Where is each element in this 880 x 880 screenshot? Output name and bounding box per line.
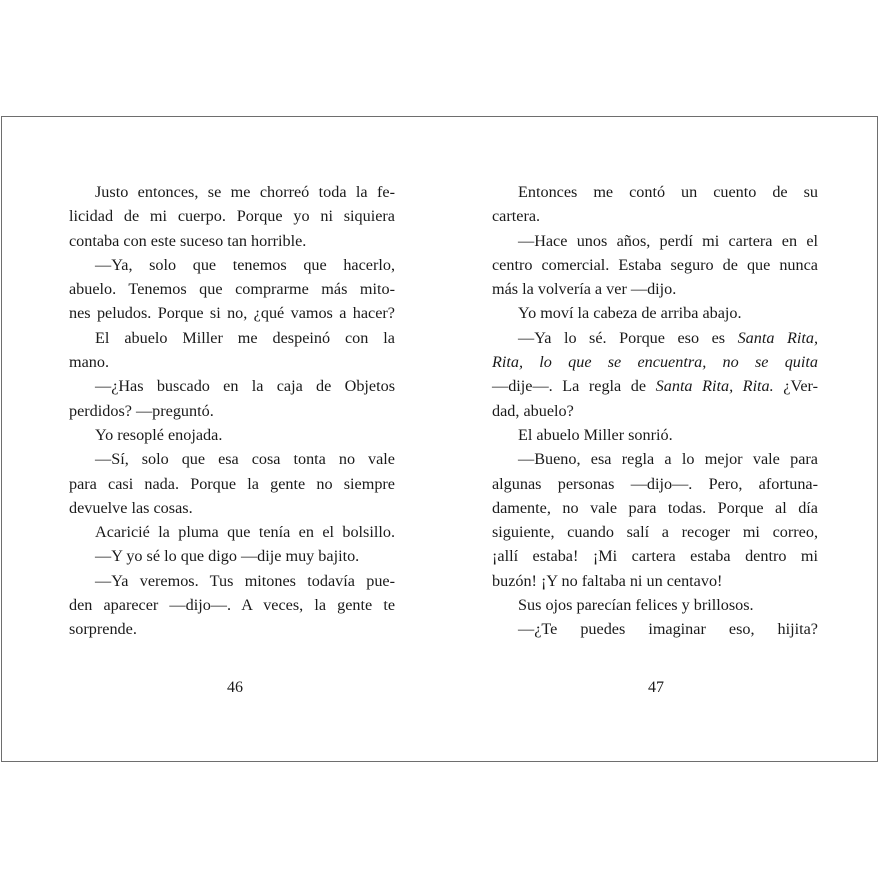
- page-number-right: 47: [648, 679, 664, 696]
- text-line: perdidos? —preguntó.: [69, 401, 214, 420]
- text-line: mano.: [69, 353, 110, 372]
- text-line: —Y yo sé lo que digo —dije muy bajito.: [95, 547, 360, 566]
- text-line: —Ya, solo que tenemos que hacerlo,: [95, 255, 395, 274]
- text-line: para casi nada. Porque la gente no siempre: [69, 474, 395, 493]
- page-number-left: 46: [227, 679, 243, 696]
- text-line: den aparecer —dijo—. A veces, la gente te: [69, 596, 395, 615]
- text-line: cartera.: [492, 207, 541, 226]
- text-line: —¿Has buscado en la caja de Objetos: [95, 377, 395, 396]
- text-line: damente, no vale para todas. Porque al día: [492, 498, 818, 517]
- right-page: [492, 180, 818, 642]
- text-line: Yo moví la cabeza de arriba abajo.: [518, 304, 742, 323]
- text-line: más la volvería a ver —dijo.: [492, 280, 677, 299]
- text-line: Sus ojos parecían felices y brillosos.: [518, 596, 754, 615]
- text-line: algunas personas —dijo—. Pero, afortuna-: [492, 474, 818, 493]
- text-line: Rita, lo que se encuentra, no se quita: [492, 353, 818, 372]
- text-line: —Ya lo sé. Porque eso es Santa Rita,: [518, 328, 818, 347]
- text-line: Justo entonces, se me chorreó toda la fe-: [95, 183, 395, 201]
- text-line: licidad de mi cuerpo. Porque yo ni siquiera: [69, 207, 395, 226]
- text-line: —Ya veremos. Tus mitones todavía pue-: [95, 571, 395, 590]
- text-line: contaba con este suceso tan horrible.: [69, 231, 307, 250]
- text-line: El abuelo Miller me despeinó con la: [95, 328, 395, 347]
- text-line: centro comercial. Estaba seguro de que nunca: [492, 255, 818, 274]
- text-line: —Sí, solo que esa cosa tonta no vale: [95, 450, 395, 469]
- text-line: —¿Te puedes imaginar eso, hijita?: [518, 620, 818, 639]
- text-line: sorprende.: [69, 620, 137, 639]
- text-line: —Bueno, esa regla a lo mejor vale para: [518, 450, 818, 469]
- text-line: abuelo. Tenemos que comprarme más mito-: [69, 280, 395, 299]
- text-line: devuelve las cosas.: [69, 498, 193, 517]
- text-line: Entonces me contó un cuento de su: [518, 183, 818, 201]
- text-line: siguiente, cuando salí a recoger mi correo,: [492, 523, 818, 542]
- left-page: [69, 180, 395, 642]
- text-line: —Hace unos años, perdí mi cartera en el: [518, 231, 818, 250]
- text-line: ¡allí estaba! ¡Mi cartera estaba dentro mi: [492, 547, 818, 566]
- text-line: —dije—. La regla de Santa Rita, Rita. ¿Ver-: [492, 377, 818, 396]
- text-line: Acaricié la pluma que tenía en el bolsillo.: [95, 523, 395, 542]
- text-line: dad, abuelo?: [492, 401, 574, 420]
- text-line: El abuelo Miller sonrió.: [518, 425, 673, 444]
- text-line: Yo resoplé enojada.: [95, 425, 223, 444]
- text-line: buzón! ¡Y no faltaba ni un centavo!: [492, 571, 723, 590]
- text-line: nes peludos. Porque si no, ¿qué vamos a hacer?: [69, 304, 395, 323]
